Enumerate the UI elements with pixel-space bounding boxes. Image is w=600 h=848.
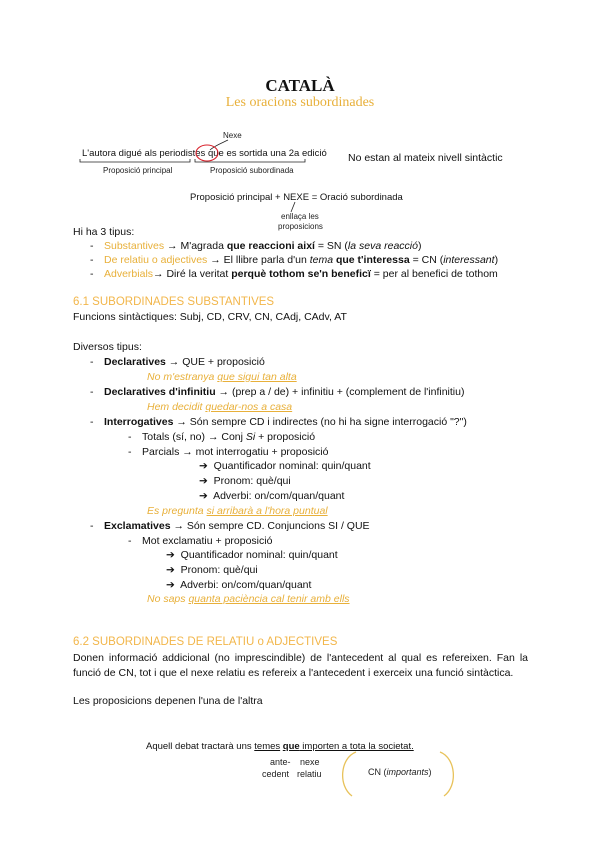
cn-bracket [343,752,356,796]
type-bold: perquè tothom se'n beneficï [231,268,371,280]
example-underlined: quanta paciència cal tenir amb ells [188,593,350,605]
page-subtitle: Les oracions subordinades [225,95,375,110]
cn-post: ) [428,767,432,777]
item-desc: → Són sempre CD i indirectes (no hi ha signe interrogació "?") [173,416,467,428]
cn-bracket-right [440,752,453,796]
kinds-heading: Diversos tipus: [73,341,142,353]
sentence-que: que [282,741,300,752]
arrow-bullet-icon: ➔ [199,490,208,502]
type-end: ) [494,254,499,266]
type-name: Adverbials [104,268,154,280]
item-name: Declaratives [104,356,166,368]
type-adverbials: - Adverbials→ Diré la veritat perquè tothom se'n beneficï = per al benefici de tothom [90,268,498,280]
sentence-post: importen a tota la societat. [299,741,414,752]
nexe-note-1: enllaça les [281,212,319,221]
type-ital: la seva reacció [347,240,418,252]
totals-ital: Si [245,431,256,443]
formula: Proposició principal + NEXE = Oració subordinada [190,192,403,203]
item-desc: → Són sempre CD. Conjuncions SI / QUE [170,520,370,532]
example-underlined: que sigui tan alta [217,371,297,383]
type-ital: interessant [443,254,495,266]
type-ital: tema [309,254,334,266]
relatiu-paragraph-2: Les proposicions depenen l'una de l'altra [73,695,263,707]
sub-item-text: Quantificador nominal: quin/quant [180,549,338,561]
example-underlined: quedar-nos a casa [205,401,293,413]
type-bold: que t'interessa [333,254,410,266]
arrow-bullet-icon: ➔ [166,549,175,561]
item-name: Interrogatives [104,416,174,428]
type-rest: = SN ( [314,240,348,252]
types-heading: Hi ha 3 tipus: [73,226,135,238]
example-pre: Hem decidit [147,401,206,413]
section-relatiu-heading: 6.2 SUBORDINADES DE RELATIU o ADJECTIVES [73,636,338,648]
sentence-left: L'autora digué als periodistes [82,148,206,159]
sentence-right: es sortida una 2a edició [226,148,327,159]
example-underlined: si arribarà a l'hora puntual [206,505,328,517]
section-substantives-heading: 6.1 SUBORDINADES SUBSTANTIVES [73,296,275,308]
arrow-bullet-icon: ➔ [166,564,175,576]
sub-item-text: Pronom: què/qui [213,475,291,487]
interrogatives-item: - Interrogatives → Són sempre CD i indirectes (no hi ha signe interrogació "?") [90,416,467,428]
example-pre: No saps [147,593,189,605]
cn-pre: CN ( [368,767,387,777]
nexe-label: Nexe [223,131,242,140]
type-rest: = per al benefici de tothom [370,268,498,280]
type-rest: = CN ( [409,254,444,266]
exclamatives-item: - Exclamatives → Són sempre CD. Conjuncions SI / QUE [90,520,370,532]
type-desc: → El llibre parla d'un [207,254,310,266]
antecedent-label-2: cedent [262,769,290,779]
type-desc: → M'agrada [164,240,227,252]
example-pre: No m'estranya [147,371,218,383]
interrogatives-parcials: - Parcials → mot interrogatiu + proposició [128,446,329,458]
item-desc: → QUE + proposició [165,356,265,368]
arrow-bullet-icon: ➔ [199,460,208,472]
parcials-text: Parcials → mot interrogatiu + proposició [142,446,329,458]
nexe-note-2: proposicions [278,222,323,231]
item-desc: → (prep a / de) + infinitiu + (complement de l'infinitiu) [215,386,465,398]
label-subordinada: Proposició subordinada [210,166,294,175]
sub-item-text: Pronom: què/qui [180,564,258,576]
type-substantives: - Substantives → M'agrada que reaccioni així = SN (la seva reacció) [90,240,422,252]
declaratives-item: - Declaratives → QUE + proposició [90,356,265,368]
example-pre: Es pregunta [147,505,207,517]
sentence-que: que [207,148,224,159]
arrow-bullet-icon: ➔ [199,475,208,487]
mot-text: Mot exclamatiu + proposició [142,535,273,547]
cn-ital: importants [386,767,429,777]
type-end: ) [417,240,422,252]
totals-pre: Totals (sí, no) → Conj [142,431,246,443]
sub-item-text: Adverbi: on/com/quan/quant [213,490,345,502]
label-principal: Proposició principal [103,166,173,175]
nexe-label-1: nexe [300,757,320,767]
interrogatives-totals: - Totals (sí, no) → Conj Si + proposició [128,431,316,443]
functions-line: Funcions sintàctiques: Subj, CD, CRV, CN, CAdj, CAdv, AT [73,311,347,323]
type-name: De relatiu o adjectives [104,254,208,266]
sub-item-text: Quantificador nominal: quin/quant [213,460,371,472]
sentence-pre: Aquell debat tractarà uns [146,741,255,752]
infinitiu-item: - Declaratives d'infinitiu → (prep a / de) + infinitiu + (complement de l'infinitiu) [90,386,465,398]
sentence-temes: temes [254,741,281,752]
relatiu-paragraph: Donen informació addicional (no imprescindible) de l'antecedent al qual es refereixen. Fan la funció de CN, tot i que el nexe relatiu es refereix a l'antecedent i exerceix una funció sintàctica. [73,652,528,679]
exclamatives-mot: - Mot exclamatiu + proposició [128,535,273,547]
level-note: No estan al mateix nivell sintàctic [348,152,503,164]
type-desc: → Diré la veritat [153,268,232,280]
arrow-bullet-icon: ➔ [166,579,175,591]
type-name: Substantives [104,240,165,252]
item-name: Exclamatives [104,520,171,532]
item-name: Declaratives d'infinitiu [104,386,216,398]
type-relatiu: - De relatiu o adjectives → El llibre parla d'un tema que t'interessa = CN (interessant) [90,254,499,266]
nexe-label-2: relatiu [297,769,322,779]
page-title: CATALÀ [265,76,335,95]
antecedent-label-1: ante- [270,757,291,767]
totals-post: + proposició [255,431,316,443]
type-bold: que reaccioni així [226,240,315,252]
sub-item-text: Adverbi: on/com/quan/quant [180,579,312,591]
